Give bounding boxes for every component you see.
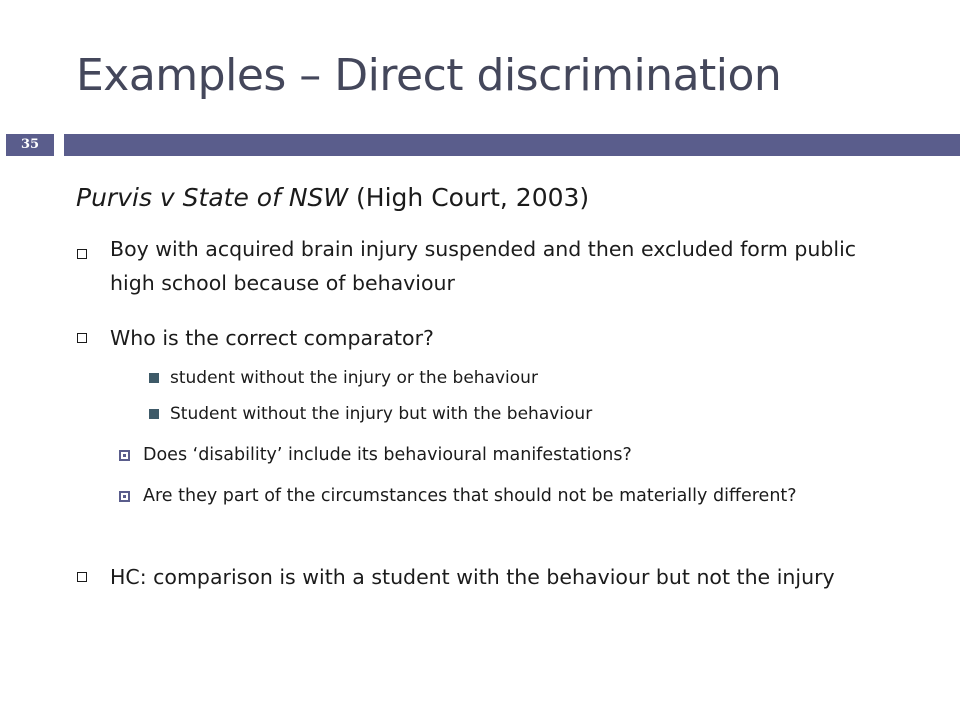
question-item: Are they part of the circumstances that should not be materially different? (143, 486, 797, 506)
bullet-item: Who is the correct comparator? (110, 326, 434, 350)
bullet-item: HC: comparison is with a student with the behaviour but not the injury (110, 565, 835, 589)
framed-square-bullet-icon (119, 491, 130, 502)
title-divider-bar (64, 134, 960, 156)
case-heading (76, 183, 589, 212)
hollow-square-bullet-icon (77, 572, 87, 582)
bullet-item: Boy with acquired brain injury suspended and then excluded form public high school because of behaviour (110, 237, 857, 295)
case-court: (High Court, 2003) (348, 183, 590, 212)
framed-square-bullet-icon (119, 450, 130, 461)
hollow-square-bullet-icon (77, 249, 87, 259)
filled-square-bullet-icon (149, 373, 159, 383)
case-name: Purvis v State of NSW (76, 183, 349, 212)
slide-number: 35 (6, 134, 54, 156)
sub-bullet-item: Student without the injury but with the behaviour (170, 404, 593, 424)
slide-title: Examples – Direct discrimination (76, 50, 782, 101)
hollow-square-bullet-icon (77, 333, 87, 343)
question-item: Does ‘disability’ include its behavioural manifestations? (143, 445, 632, 465)
sub-bullet-item: student without the injury or the behaviour (170, 368, 538, 388)
filled-square-bullet-icon (149, 409, 159, 419)
